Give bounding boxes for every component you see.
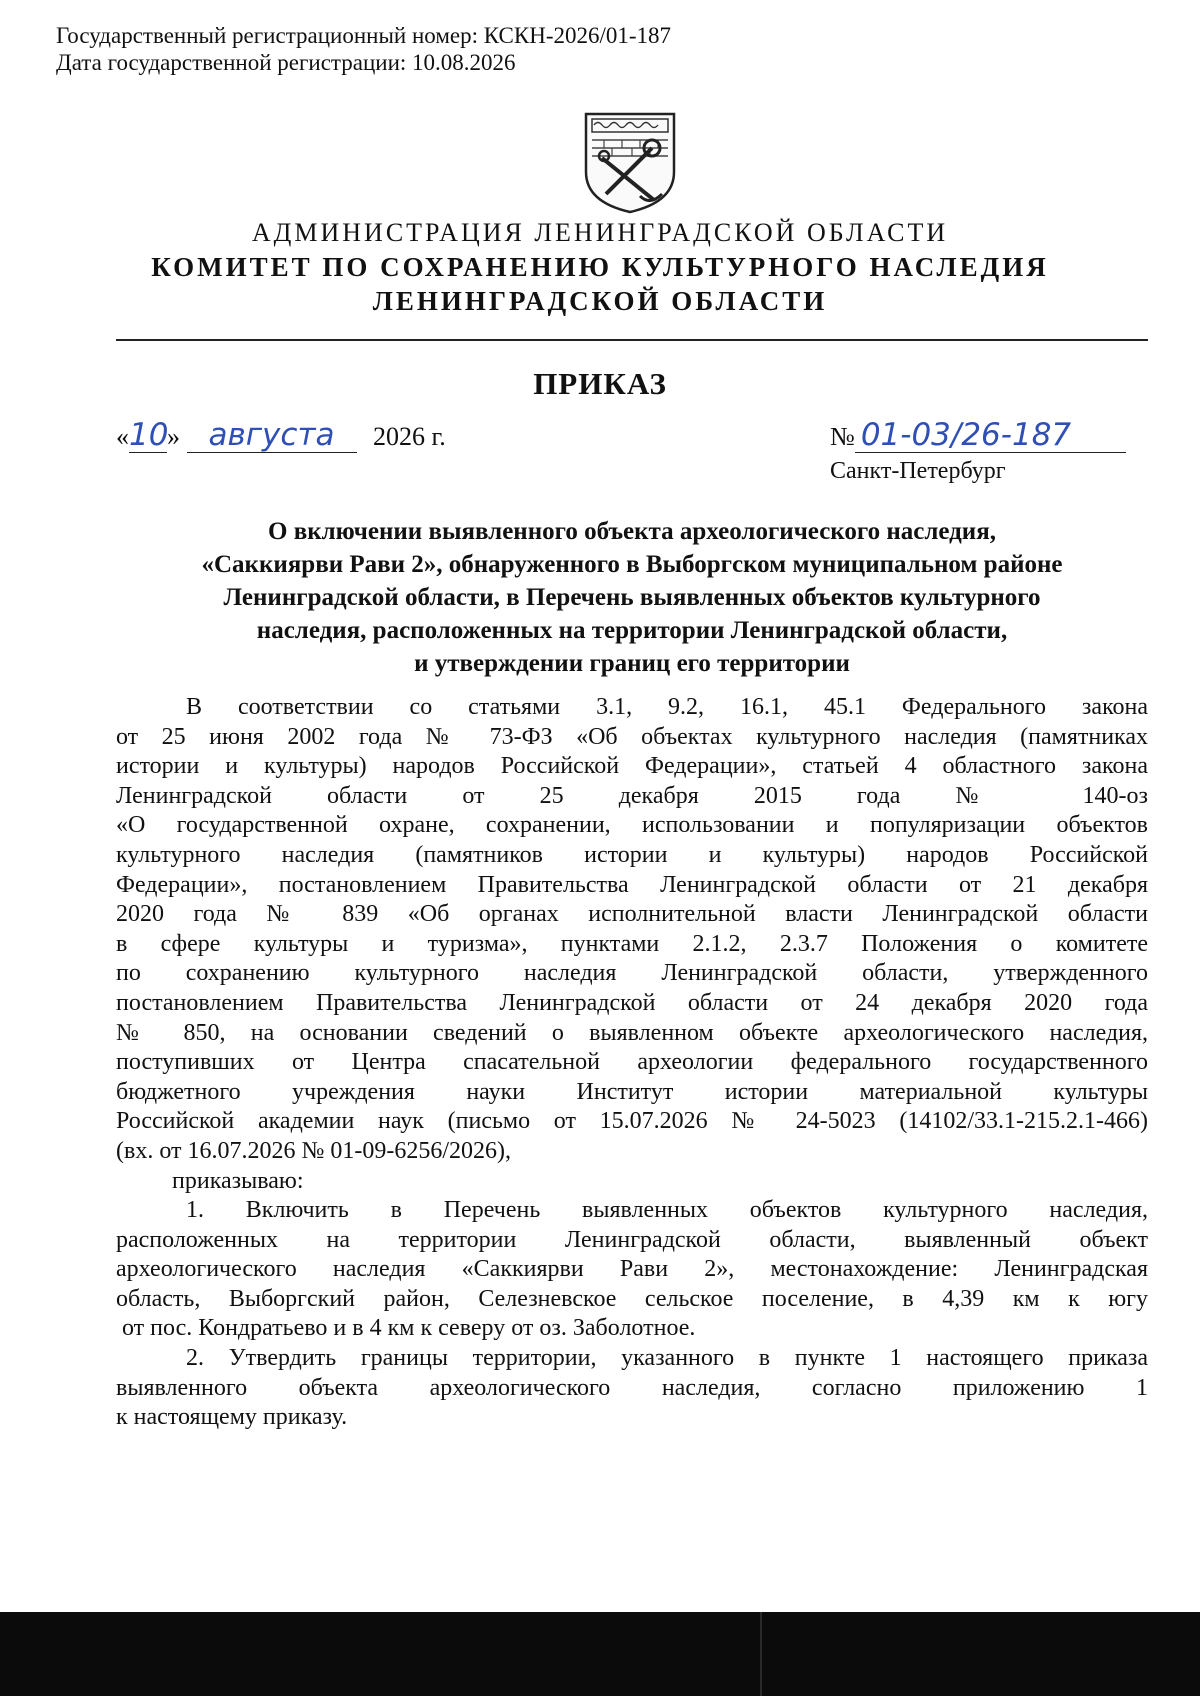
body-line: Российской академии наук (письмо от 15.07.2026 № 24-5023 (14102/33.1-215.2.1-466) — [116, 1108, 1148, 1135]
clause-1-line: 1. Включить в Перечень выявленных объектов культурного наследия, — [186, 1197, 1148, 1224]
body-line: Федерации», постановлением Правительства Ленинградской области от 21 декабря — [116, 871, 1148, 898]
order-title — [116, 515, 1148, 680]
body-line: в сфере культуры и туризма», пунктами 2.1.2, 2.3.7 Положения о комитете — [116, 930, 1148, 957]
title-line: Ленинградской области, в Перечень выявленных объектов культурного — [223, 584, 1041, 611]
body-line: культурного наследия (памятников истории и культуры) народов Российской — [116, 841, 1148, 868]
clause-1-line: археологического наследия «Саккиярви Рави 2», местонахождение: Ленинградская — [116, 1256, 1148, 1283]
quote-close: » — [167, 422, 180, 451]
clause-2-line: к настоящему приказу. — [116, 1404, 348, 1431]
registration-number: Государственный регистрационный номер: КСКН-2026/01-187 — [56, 23, 672, 48]
title-line: О включении выявленного объекта археологического наследия, — [268, 518, 996, 545]
title-line: наследия, расположенных на территории Ленинградской области, — [256, 617, 1008, 644]
body-line: бюджетного учреждения науки Институт истории материальной культуры — [116, 1078, 1148, 1105]
clause-2-line: выявленного объекта археологического наследия, согласно приложению 1 — [116, 1374, 1148, 1401]
order-directive: приказываю: — [172, 1167, 304, 1194]
clause-1-line: область, Выборгский район, Селезневское сельское поселение, в 4,39 км к югу — [116, 1285, 1148, 1312]
body-line: «О государственной охране, сохранении, использовании и популяризации объектов — [116, 812, 1148, 839]
order-year: 2026 г. — [373, 422, 446, 451]
body-line: В соответствии со статьями 3.1, 9.2, 16.1, 45.1 Федерального закона — [186, 694, 1148, 720]
clause-2-line: 2. Утвердить границы территории, указанного в пункте 1 настоящего приказа — [186, 1345, 1148, 1372]
scan-bottom-edge — [0, 1612, 1200, 1696]
body-line: по сохранению культурного наследия Ленинградской области, утвержденного — [116, 960, 1148, 987]
body-line: Ленинградской области от 25 декабря 2015 года № 140-оз — [116, 782, 1148, 809]
header-divider — [116, 339, 1148, 341]
registration-date: Дата государственной регистрации: 10.08.2026 — [56, 50, 516, 75]
body-line: истории и культуры) народов Российской Федерации», статьей 4 областного закона — [116, 753, 1148, 780]
registration-block — [56, 22, 671, 76]
scan-edge-divider — [760, 1612, 762, 1696]
handwritten-month: августа — [208, 417, 335, 453]
order-city: Санкт-Петербург — [830, 458, 1006, 484]
body-line: постановлением Правительства Ленинградской области от 24 декабря 2020 года — [116, 989, 1148, 1016]
handwritten-number: 01-03/26-187 — [860, 417, 1072, 453]
title-line: и утверждении границ его территории — [414, 650, 850, 677]
quote-open: « — [116, 422, 129, 451]
order-date — [116, 417, 446, 453]
order-body — [116, 693, 1148, 1433]
clause-1-line: расположенных на территории Ленинградской области, выявленный объект — [116, 1226, 1148, 1253]
clause-1-line: от пос. Кондратьево и в 4 км к северу от оз. Заболотное. — [116, 1315, 696, 1342]
body-line: (вх. от 16.07.2026 № 01-09-6256/2026), — [116, 1137, 512, 1164]
org-line-region: ЛЕНИНГРАДСКОЙ ОБЛАСТИ — [372, 286, 828, 316]
title-line: «Саккиярви Рави 2», обнаруженного в Выборгском муниципальном районе — [201, 551, 1063, 578]
coat-of-arms-emblem — [582, 110, 678, 215]
order-number — [830, 417, 1126, 453]
body-line: поступивших от Центра спасательной археологии федерального государственного — [116, 1049, 1148, 1076]
body-line: от 25 июня 2002 года № 73-ФЗ «Об объектах культурного наследия (памятниках — [116, 723, 1148, 750]
document-type-title: ПРИКАЗ — [533, 366, 667, 401]
number-sign: № — [830, 422, 855, 451]
handwritten-day: 10 — [129, 417, 169, 453]
body-line: 2020 года № 839 «Об органах исполнительной власти Ленинградской области — [116, 901, 1148, 928]
body-line: № 850, на основании сведений о выявленном объекте археологического наследия, — [116, 1019, 1148, 1046]
org-line-administration: АДМИНИСТРАЦИЯ ЛЕНИНГРАДСКОЙ ОБЛАСТИ — [251, 218, 949, 247]
org-line-committee: КОМИТЕТ ПО СОХРАНЕНИЮ КУЛЬТУРНОГО НАСЛЕДИЯ — [151, 252, 1049, 282]
